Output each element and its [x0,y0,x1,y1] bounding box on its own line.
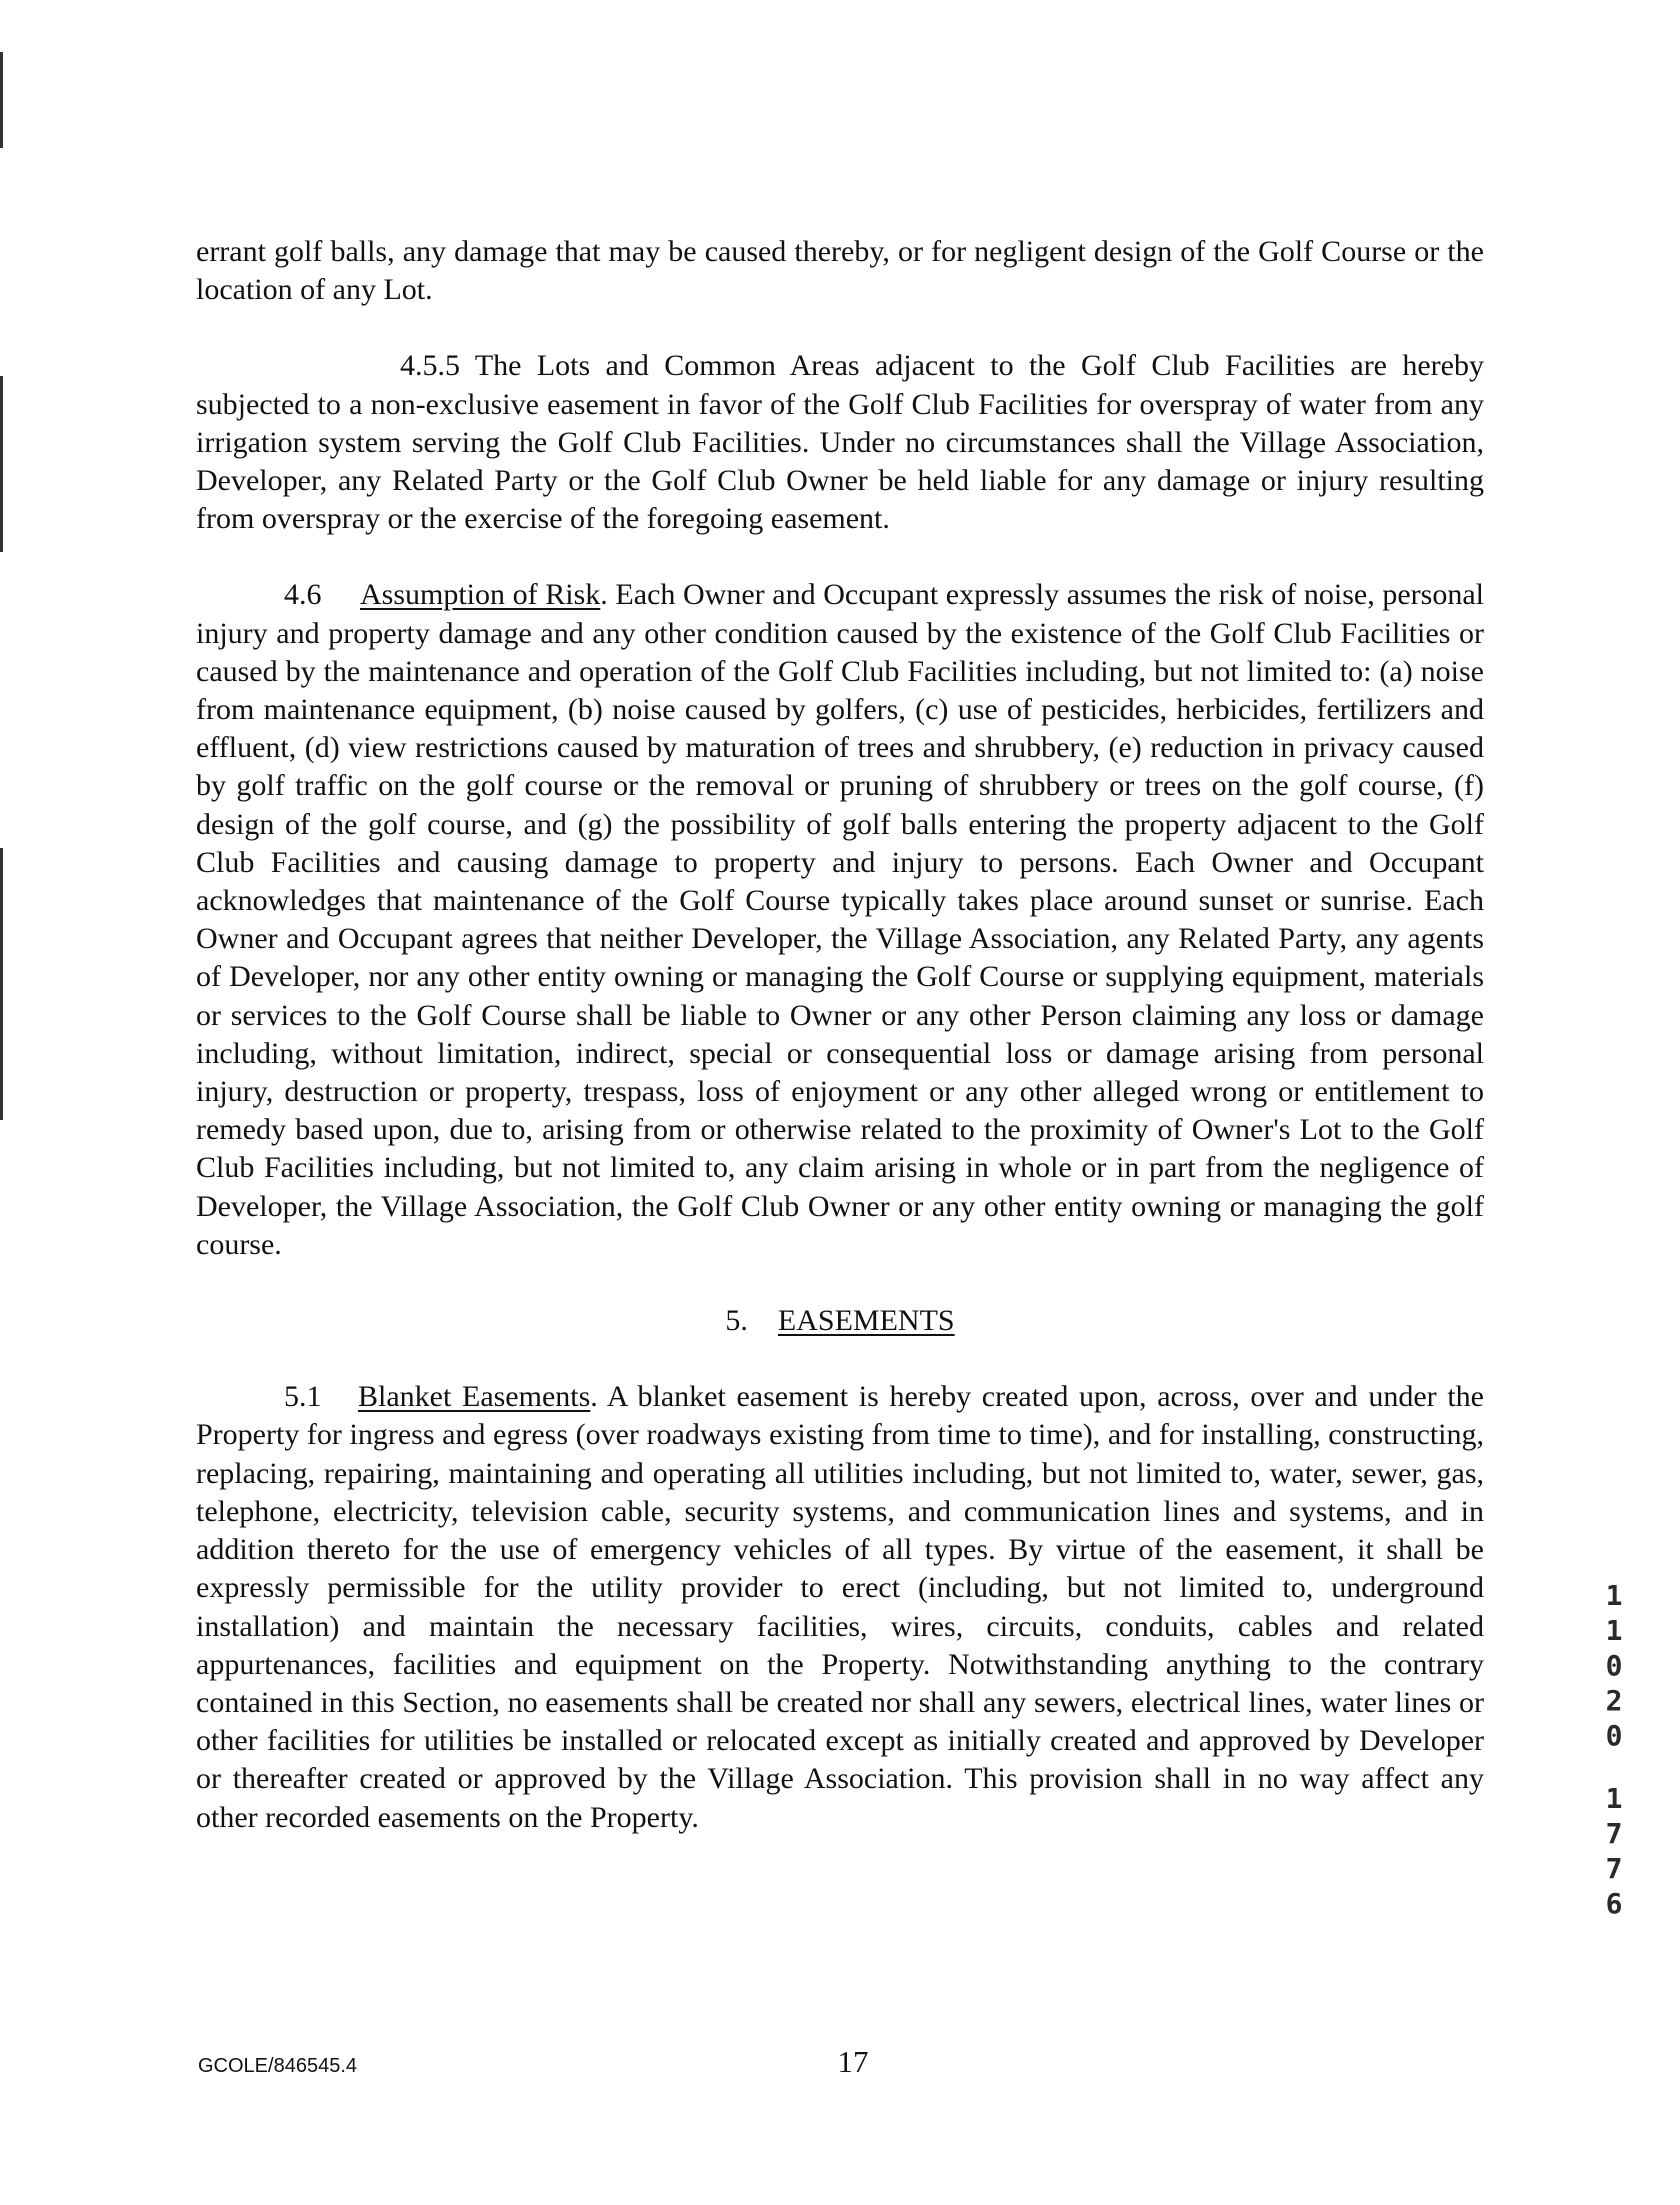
stamp-digit: 0 [1605,1719,1623,1752]
margin-revision-bar [0,376,3,552]
page-number: 17 [837,2044,869,2079]
stamp-digit: 1 [1605,1614,1623,1647]
stamp-digit: 6 [1605,1887,1623,1920]
document-id: GCOLE/846545.4 [198,2055,357,2077]
document-body [196,233,1484,1837]
section-4-6 [196,576,1484,1264]
stamp-digit: 0 [1605,1649,1623,1682]
paragraph-4-5-5: 4.5.5 The Lots and Common Areas adjacent to the Golf Club Facilities are hereby subjected to a non-exclusive easement in favor of the Golf Club Facilities for overspray of water from any irrigation system serving the Golf Club Facilities. Under no circumstances shall the Village Association, Developer, any Related Party or the Golf Club Owner be held liable for any damage or injury resulting from overspray or the exercise of the foregoing easement. [196,349,1484,536]
section-body: . Each Owner and Occupant expressly assumes the risk of noise, personal injury and property damage and any other condition caused by the existence of the Golf Club Facilities or caused by the maintenance and operation of the Golf Club Facilities including, but not limited to: (a) noise from maintenance equipment, (b) noise caused by golfers, (c) use of pesticides, herbicides, fertilizers and effluent, (d) view restrictions caused by maturation of trees and shrubbery, (e) reduction in privacy caused by golf traffic on the golf course or the removal or pruning of shrubbery or trees on the golf course, (f) design of the golf course, and (g) the possibility of golf balls entering the property adjacent to the Golf Club Facilities and causing damage to property and injury to persons. Each Owner and Occupant acknowledges that maintenance of the Golf Course typically takes place around sunset or sunrise. Each Owner and Occupant agrees that neither Developer, the Village Association, any Related Party, any agents of Developer, nor any other entity owning or managing the Golf Course or supplying equipment, materials or services to the Golf Course shall be liable to Owner or any other Person claiming any loss or damage including, without limitation, indirect, special or consequential loss or damage arising from personal injury, destruction or property, trespass, loss of enjoyment or any other alleged wrong or entitlement to remedy based upon, due to, arising from or otherwise related to the proximity of Owner's Lot to the Golf Club Facilities including, but not limited to, any claim arising in whole or in part from the negligence of Developer, the Village Association, the Golf Club Owner or any other entity owning or managing the golf course. [196,578,1484,1261]
paragraph-golf-balls: errant golf balls, any damage that may be caused thereby, or for negligent design of the Golf Course or the location of any Lot. [196,235,1484,307]
recording-number-stamp [1600,1578,1628,1921]
section-title: EASEMENTS [777,1304,955,1338]
stamp-digit: 1 [1605,1782,1623,1815]
section-body: . A blanket easement is hereby created upon, across, over and under the Property for ingress and egress (over roadways existing from time to time), and for installing, constructing, replacing, repairing, maintaining and operating all utilities including, but not limited to, water, sewer, gas, telephone, electricity, television cable, security systems, and communication lines and systems, and in addition thereto for the use of emergency vehicles of all types. By virtue of the easement, it shall be expressly permissible for the utility provider to erect (including, but not limited to, underground installation) and maintain the necessary facilities, wires, circuits, conduits, cables and related appurtenances, facilities and equipment on the Property. Notwithstanding anything to the contrary contained in this Section, no easements shall be created nor shall any sewers, electrical lines, water lines or other facilities for utilities be installed or relocated except as initially created and approved by Developer or thereafter created or approved by the Village Association. This provision shall in no way affect any other recorded easements on the Property. [196,1380,1485,1834]
section-5-heading [196,1302,1484,1340]
stamp-digit: 7 [1605,1852,1623,1885]
margin-revision-bar [0,52,3,148]
section-number: 5. [725,1304,748,1338]
section-5-1 [196,1378,1484,1836]
section-number: 5.1 [284,1380,322,1414]
stamp-digit: 1 [1605,1579,1623,1612]
stamp-digit: 7 [1605,1817,1623,1850]
section-title: Blanket Easements [358,1380,591,1414]
margin-revision-bar [0,848,3,1120]
section-number: 4.6 [284,578,322,612]
section-title: Assumption of Risk [360,578,601,612]
stamp-digit: 2 [1605,1684,1623,1717]
